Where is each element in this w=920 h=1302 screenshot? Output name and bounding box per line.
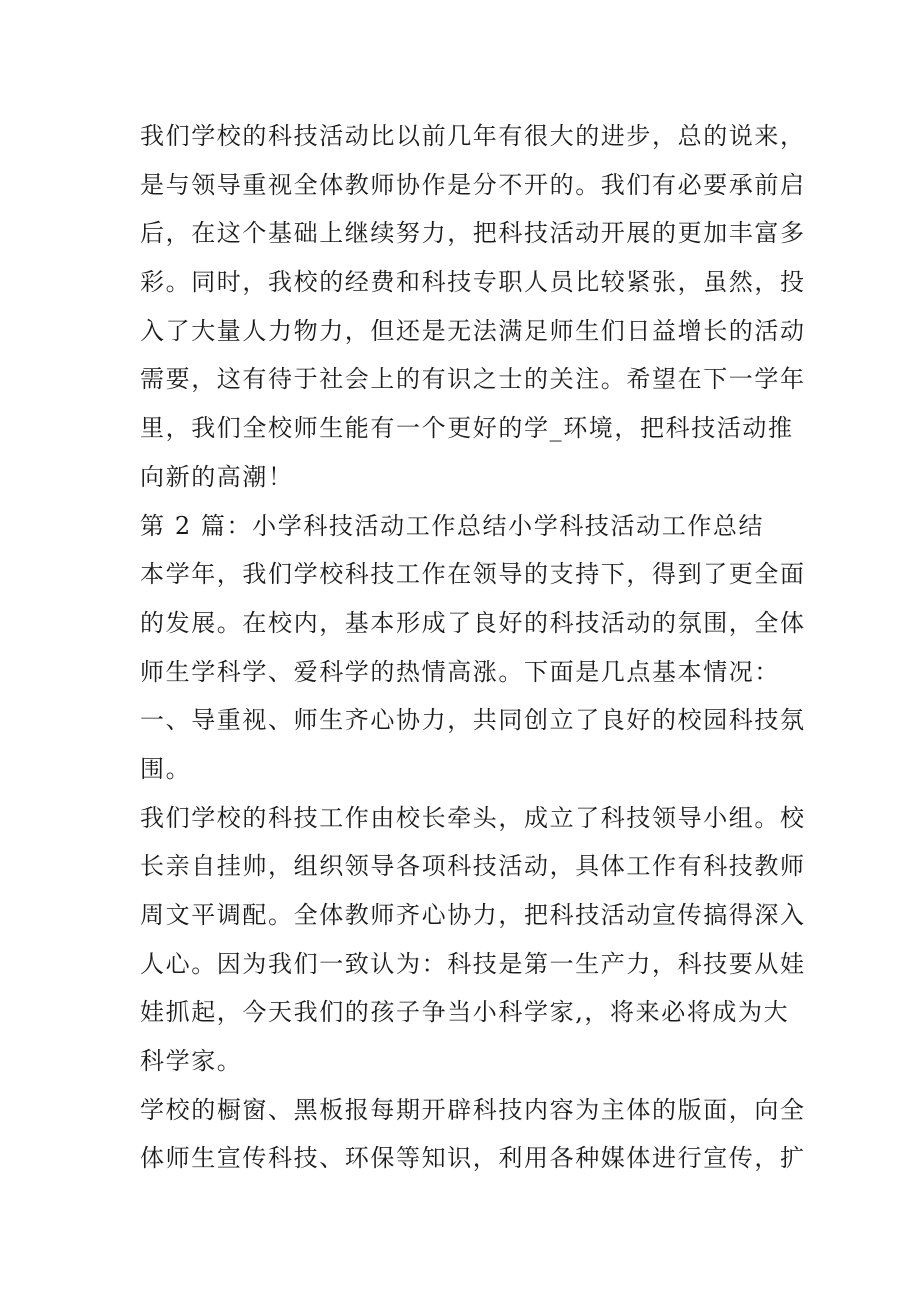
- text-line: 科学家。: [140, 1047, 243, 1076]
- section-heading: 第 2 篇：小学科技活动工作总结小学科技活动工作总结: [140, 511, 765, 540]
- text-line: 后，在这个基础上继续努力，把科技活动开展的更加丰富多: [140, 219, 806, 248]
- text-line: 需要，这有待于社会上的有识之士的关注。希望在下一学年: [140, 365, 806, 394]
- text-line: 入了大量人力物力，但还是无法满足师生们日益增长的活动: [140, 316, 806, 345]
- text-line: 围。: [140, 754, 192, 783]
- text-line: 师生学科学、爱科学的热情高涨。下面是几点基本情况：: [140, 657, 780, 686]
- text-line: 我们学校的科技活动比以前几年有很大的进步，总的说来，: [140, 122, 806, 150]
- text-line: 是与领导重视全体教师协作是分不开的。我们有必要承前启: [140, 170, 806, 199]
- text-line: 我们学校的科技工作由校长牵头，成立了科技领导小组。校: [140, 803, 806, 832]
- text-line: 体师生宣传科技、环保等知识，利用各种媒体进行宣传，扩: [140, 1144, 806, 1173]
- text-line: 周文平调配。全体教师齐心协力，把科技活动宣传搞得深入: [140, 901, 806, 929]
- text-line: 本学年，我们学校科技工作在领导的支持下，得到了更全面: [140, 560, 806, 589]
- text-line: 的发展。在校内，基本形成了良好的科技活动的氛围，全体: [140, 608, 806, 637]
- text-line: 一、导重视、师生齐心协力，共同创立了良好的校园科技氛: [140, 706, 806, 735]
- text-line: 长亲自挂帅，组织领导各项科技活动，具体工作有科技教师: [140, 852, 806, 881]
- text-line: 娃抓起，今天我们的孩子争当小科学家,，将来必将成为大: [140, 998, 790, 1027]
- text-line: 里，我们全校师生能有一个更好的学_环境，把科技活动推: [140, 414, 794, 443]
- text-line: 彩。同时，我校的经费和科技专职人员比较紧张，虽然，投: [140, 268, 806, 297]
- text-line: 人心。因为我们一致认为：科技是第一生产力，科技要从娃: [140, 949, 806, 978]
- text-line: 学校的橱窗、黑板报每期开辟科技内容为主体的版面，向全: [140, 1095, 806, 1124]
- text-line: 向新的高潮！: [140, 462, 294, 491]
- document-body: [140, 112, 806, 1183]
